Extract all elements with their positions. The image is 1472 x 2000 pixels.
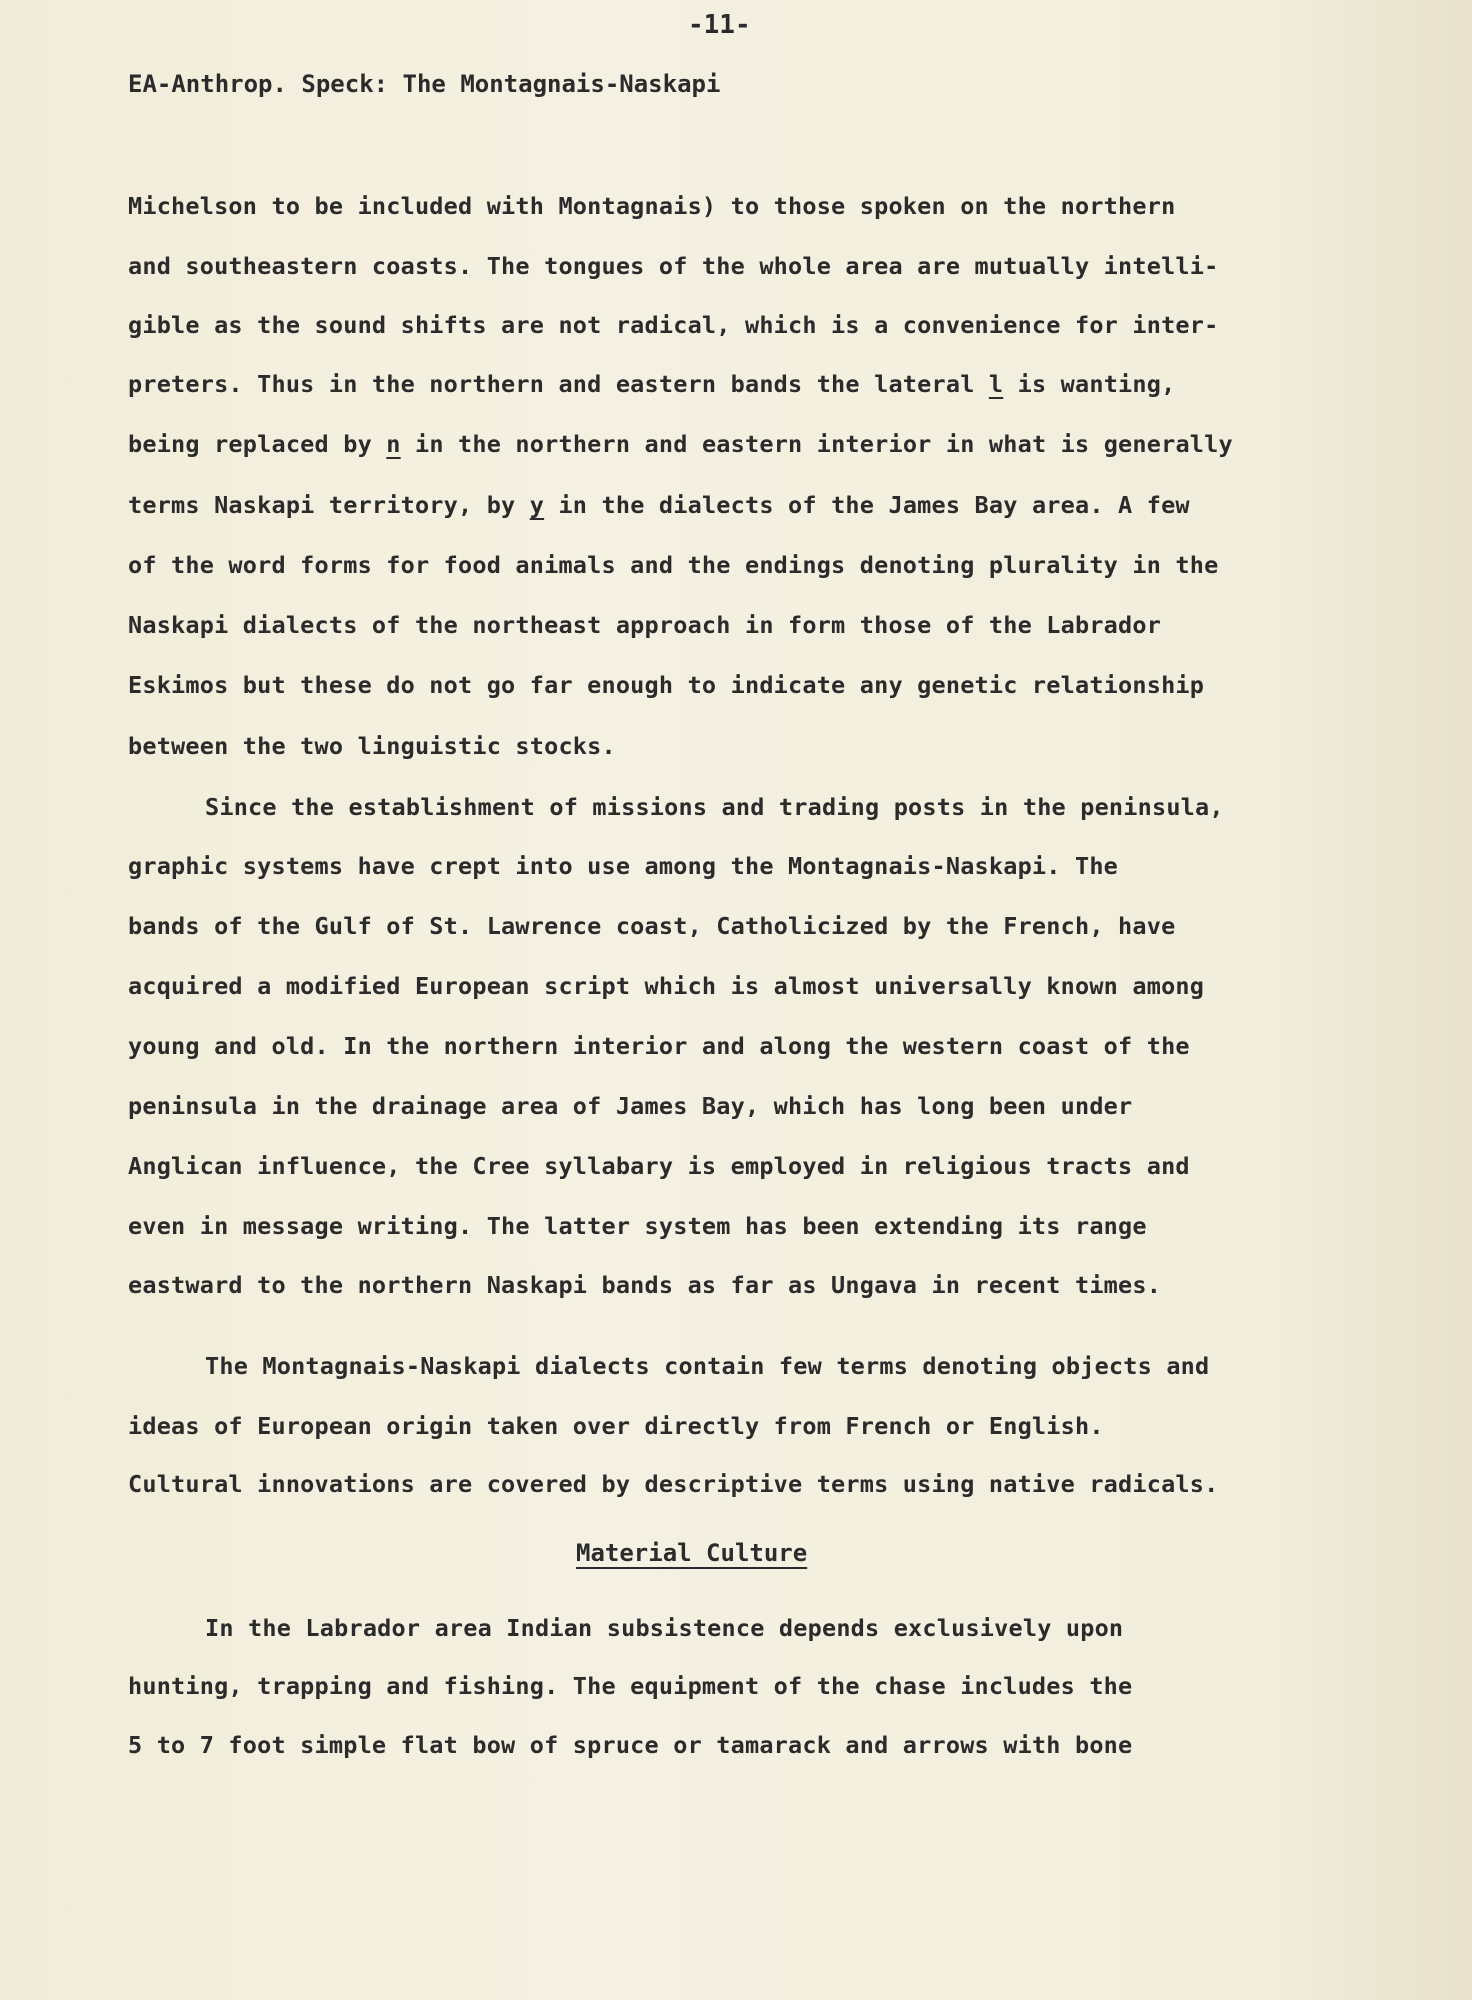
underlined-letter: l [988, 370, 1004, 398]
text-line: Since the establishment of missions and trading posts in the peninsula, [205, 793, 1224, 821]
text-line: eastward to the northern Naskapi bands as far as Ungava in recent times. [128, 1271, 1162, 1299]
text-line: Michelson to be included with Montagnais) to those spoken on the northern [128, 192, 1176, 220]
text-line [128, 491, 1190, 519]
text-line [128, 430, 1233, 458]
underlined-letter: y [529, 491, 545, 519]
text-line: Eskimos but these do not go far enough to indicate any genetic relationship [128, 671, 1205, 699]
text-line: and southeastern coasts. The tongues of the whole area are mutually intelli- [128, 252, 1219, 280]
text-line: peninsula in the drainage area of James Bay, which has long been under [128, 1092, 1133, 1120]
text-line: acquired a modified European script which is almost universally known among [128, 972, 1205, 1000]
text-segment: terms Naskapi territory, by [128, 491, 530, 519]
text-line: Naskapi dialects of the northeast approach in form those of the Labrador [128, 611, 1162, 639]
text-line: In the Labrador area Indian subsistence depends exclusively upon [205, 1614, 1124, 1642]
text-line: between the two linguistic stocks. [128, 732, 616, 760]
text-line: Cultural innovations are covered by descriptive terms using native radicals. [128, 1470, 1219, 1498]
text-segment: being replaced by [128, 430, 387, 458]
text-line: young and old. In the northern interior and along the western coast of the [128, 1032, 1190, 1060]
text-line: ideas of European origin taken over directly from French or English. [128, 1412, 1104, 1440]
text-segment: in the northern and eastern interior in what is generally [400, 430, 1233, 458]
text-line: graphic systems have crept into use among the Montagnais-Naskapi. The [128, 852, 1119, 880]
running-header: EA-Anthrop. Speck: The Montagnais-Naskapi [128, 70, 721, 98]
text-line: 5 to 7 foot simple flat bow of spruce or tamarack and arrows with bone [128, 1731, 1133, 1759]
text-line: gible as the sound shifts are not radical, which is a convenience for inter- [128, 311, 1219, 339]
text-line: bands of the Gulf of St. Lawrence coast, Catholicized by the French, have [128, 912, 1176, 940]
text-segment: is wanting, [1003, 370, 1176, 398]
text-line: of the word forms for food animals and the endings denoting plurality in the [128, 551, 1219, 579]
text-line: Anglican influence, the Cree syllabary is employed in religious tracts and [128, 1152, 1190, 1180]
section-heading: Material Culture [576, 1539, 808, 1567]
text-line: The Montagnais-Naskapi dialects contain few terms denoting objects and [205, 1352, 1210, 1380]
underlined-letter: n [386, 430, 401, 458]
text-segment: in the dialects of the James Bay area. A few [544, 491, 1190, 519]
text-segment: preters. Thus in the northern and eastern bands the lateral [128, 370, 989, 398]
page-number: -11- [688, 10, 751, 40]
text-line: hunting, trapping and fishing. The equipment of the chase includes the [128, 1672, 1133, 1700]
text-line [128, 370, 1175, 398]
text-line: even in message writing. The latter system has been extending its range [128, 1212, 1147, 1240]
